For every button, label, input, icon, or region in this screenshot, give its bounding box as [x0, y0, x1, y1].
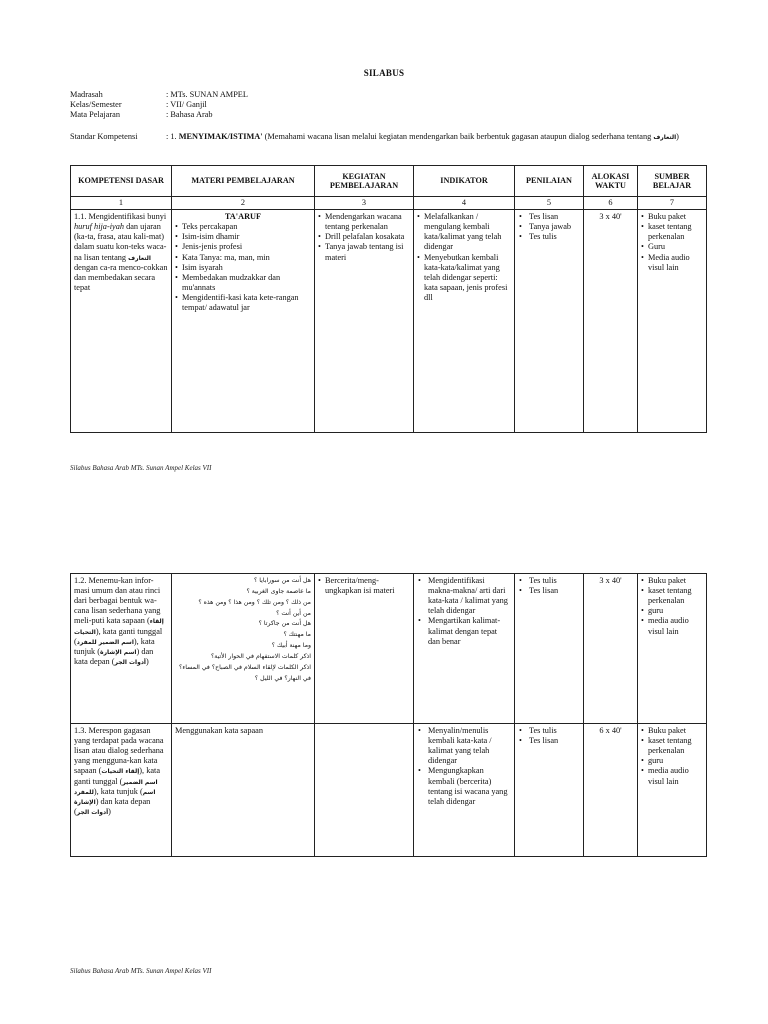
header-sumber: SUMBER BELAJAR — [638, 166, 707, 197]
alokasi-cell: 3 x 40' — [584, 574, 638, 724]
list-item: • Bercerita/meng-ungkapkan isi materi — [325, 576, 410, 596]
list-item: • guru — [648, 606, 703, 616]
silabus-table-1 — [70, 165, 707, 433]
list-item: • Isim-isim dhamir — [182, 232, 311, 242]
table-row — [71, 724, 707, 857]
table-row — [71, 210, 707, 433]
meta-value-mapel: : Bahasa Arab — [166, 110, 213, 119]
list-item: • Jenis-jenis profesi — [182, 242, 311, 252]
list-item: • Media audio visul lain — [648, 253, 703, 273]
arabic-line: ما عاصمة جاوى الغربية ؟ — [246, 587, 311, 595]
list-item: • Teks percakapan — [182, 222, 311, 232]
list-item: • Tanya jawab tentang isi materi — [325, 242, 410, 262]
list-item: • media audio visul lain — [648, 766, 703, 786]
list-item: • Mengartikan kalimat-kalimat dengan tepat dan benar — [428, 616, 511, 646]
materi-cell — [172, 210, 315, 433]
meta-label-madrasah: Madrasah — [70, 90, 103, 99]
header-row — [71, 166, 707, 197]
header-indikator: INDIKATOR — [414, 166, 515, 197]
list-item: • Mengungkapkan kembali (bercerita) tentang isi wacana yang telah didengar — [428, 766, 511, 806]
list-item: • Tes lisan — [529, 586, 580, 596]
kegiatan-cell — [315, 210, 414, 433]
col-number: 4 — [414, 197, 515, 210]
list-item: • Kata Tanya: ma, man, min — [182, 253, 311, 263]
list-item: • Buku paket — [648, 576, 703, 586]
indikator-cell — [414, 724, 515, 857]
col-number: 7 — [638, 197, 707, 210]
header-alokasi: ALOKASI WAKTU — [584, 166, 638, 197]
meta-value-madrasah: : MTs. SUNAN AMPEL — [166, 90, 248, 99]
meta-label-mapel: Mata Pelajaran — [70, 110, 120, 119]
col-number: 1 — [71, 197, 172, 210]
header-materi: MATERI PEMBELAJARAN — [172, 166, 315, 197]
standar-kompetensi-label: Standar Kompetensi — [70, 132, 138, 141]
penilaian-cell — [515, 574, 584, 724]
list-item: • Mendengarkan wacana tentang perkenalan — [325, 212, 410, 232]
indikator-cell — [414, 210, 515, 433]
penilaian-cell — [515, 210, 584, 433]
materi-cell: Menggunakan kata sapaan — [172, 724, 315, 857]
list-item: • Mengidentifi-kasi kata kete-rangan tempat/ adawatul jar — [182, 293, 311, 313]
sumber-cell — [638, 210, 707, 433]
list-item: • kaset tentang perkenalan — [648, 736, 703, 756]
kegiatan-cell — [315, 724, 414, 857]
list-item: • Buku paket — [648, 212, 703, 222]
arabic-line: اذكر الكلمات لإلقاء السلام في الصباح؟ في المساء؟ في النهار؟ في الليل ؟ — [179, 663, 311, 682]
kompetensi-dasar-cell: 1.2. Menemu-kan infor-masi umum dan atau rinci dari berbagai bentuk wa-cana lisan sederhana yang meli-puti kata sapaan (إلقاء التحيات), kata ganti tunggal (اسم الضمير للمفرد), kata tunjuk (اسم الإشارة) dan kata depan (أدوات الجر) — [71, 574, 172, 724]
silabus-table-2 — [70, 573, 707, 857]
arabic-line: هل أنت من جاكرتا ؟ — [258, 620, 311, 628]
page-footer: Silabus Bahasa Arab MTs. Sunan Ampel Kelas VII — [70, 464, 212, 472]
header-penilaian: PENILAIAN — [515, 166, 584, 197]
page-title: SILABUS — [363, 68, 405, 78]
materi-heading: TA'ARUF — [224, 212, 262, 222]
penilaian-cell — [515, 724, 584, 857]
kompetensi-dasar-cell: 1.3. Merespon gagasan yang terdapat pada wacana lisan atau dialog sederhana yang mengguna-kan kata sapaan (إلقاء التحيات), kata ganti tunggal (اسم الضمير للمفرد), kata tunjuk (اسم الإشارة) dan kata depan (أدوات الجر) — [71, 724, 172, 857]
list-item: • Isim isyarah — [182, 263, 311, 273]
list-item: • Mengidentifikasi makna-makna/ arti dari kata-kata / kalimat yang telah didengar — [428, 576, 511, 616]
list-item: • Tanya jawab — [529, 222, 580, 232]
header-kegiatan: KEGIATAN PEMBELAJARAN — [315, 166, 414, 197]
meta-value-kelas: : VII/ Ganjil — [166, 100, 207, 109]
page-footer: Silabus Bahasa Arab MTs. Sunan Ampel Kelas VII — [70, 967, 212, 975]
arabic-line: ما مهنتك ؟ — [283, 631, 311, 639]
sumber-cell — [638, 574, 707, 724]
list-item: • Membedakan mudzakkar dan mu'annats — [182, 273, 311, 293]
header-kompetensi-dasar: KOMPETENSI DASAR — [71, 166, 172, 197]
kegiatan-cell — [315, 574, 414, 724]
col-number: 2 — [172, 197, 315, 210]
arabic-line: اذكر كلمات الاستفهام في الحوار الأتية؟ — [210, 652, 311, 660]
col-number: 6 — [584, 197, 638, 210]
list-item: • Tes tulis — [529, 232, 580, 242]
arabic-line: وما مهنة أبيك ؟ — [271, 642, 311, 650]
alokasi-cell: 6 x 40' — [584, 724, 638, 857]
list-item: • Drill pelafalan kosakata — [325, 232, 410, 242]
list-item: • Guru — [648, 242, 703, 252]
col-number: 3 — [315, 197, 414, 210]
kompetensi-dasar-cell: 1.1. Mengidentifikasi bunyi huruf hija-iyah dan ujaran (ka-ta, frasa, atau kali-mat) dalam suatu kon-teks waca-na lisan tentang التعارف dengan ca-ra menco-cokkan dan membedakan secara tepat — [71, 210, 172, 433]
arabic-line: هل أنت من سورابايا ؟ — [254, 577, 311, 584]
number-row — [71, 197, 707, 210]
list-item: • Melafalkankan / mengulang kembali kata/kalimat yang telah didengar — [424, 212, 511, 252]
arabic-line: من ذلك ؟ ومن تلك ؟ ومن هذا ؟ ومن هذه ؟ — [198, 598, 311, 606]
list-item: • Tes lisan — [529, 212, 580, 222]
list-item: • Menyalin/menulis kembali kata-kata / kalimat yang telah didengar — [428, 726, 511, 766]
col-number: 5 — [515, 197, 584, 210]
list-item: • guru — [648, 756, 703, 766]
list-item: • Menyebutkan kembali kata-kata/kalimat yang telah didengar seperti: kata sapaan, jenis profesi dll — [424, 253, 511, 304]
list-item: • kaset tentang perkenalan — [648, 222, 703, 242]
alokasi-cell: 3 x 40' — [584, 210, 638, 433]
table-row — [71, 574, 707, 724]
list-item: • Tes tulis — [529, 576, 580, 586]
sumber-cell — [638, 724, 707, 857]
list-item: • kaset tentang perkenalan — [648, 586, 703, 606]
indikator-cell — [414, 574, 515, 724]
list-item: • media audio visul lain — [648, 616, 703, 636]
list-item: • Tes lisan — [529, 736, 580, 746]
list-item: • Tes tulis — [529, 726, 580, 736]
list-item: • Buku paket — [648, 726, 703, 736]
materi-arabic-cell — [172, 574, 315, 724]
standar-kompetensi-value: : 1. MENYIMAK/ISTIMA' (Memahami wacana lisan melalui kegiatan mendengarkan baik berbentuk gagasan ataupun dialog sederhana tentang التعارف) — [166, 132, 679, 141]
meta-label-kelas: Kelas/Semester — [70, 100, 122, 109]
arabic-line: من أين أنت ؟ — [276, 609, 311, 617]
